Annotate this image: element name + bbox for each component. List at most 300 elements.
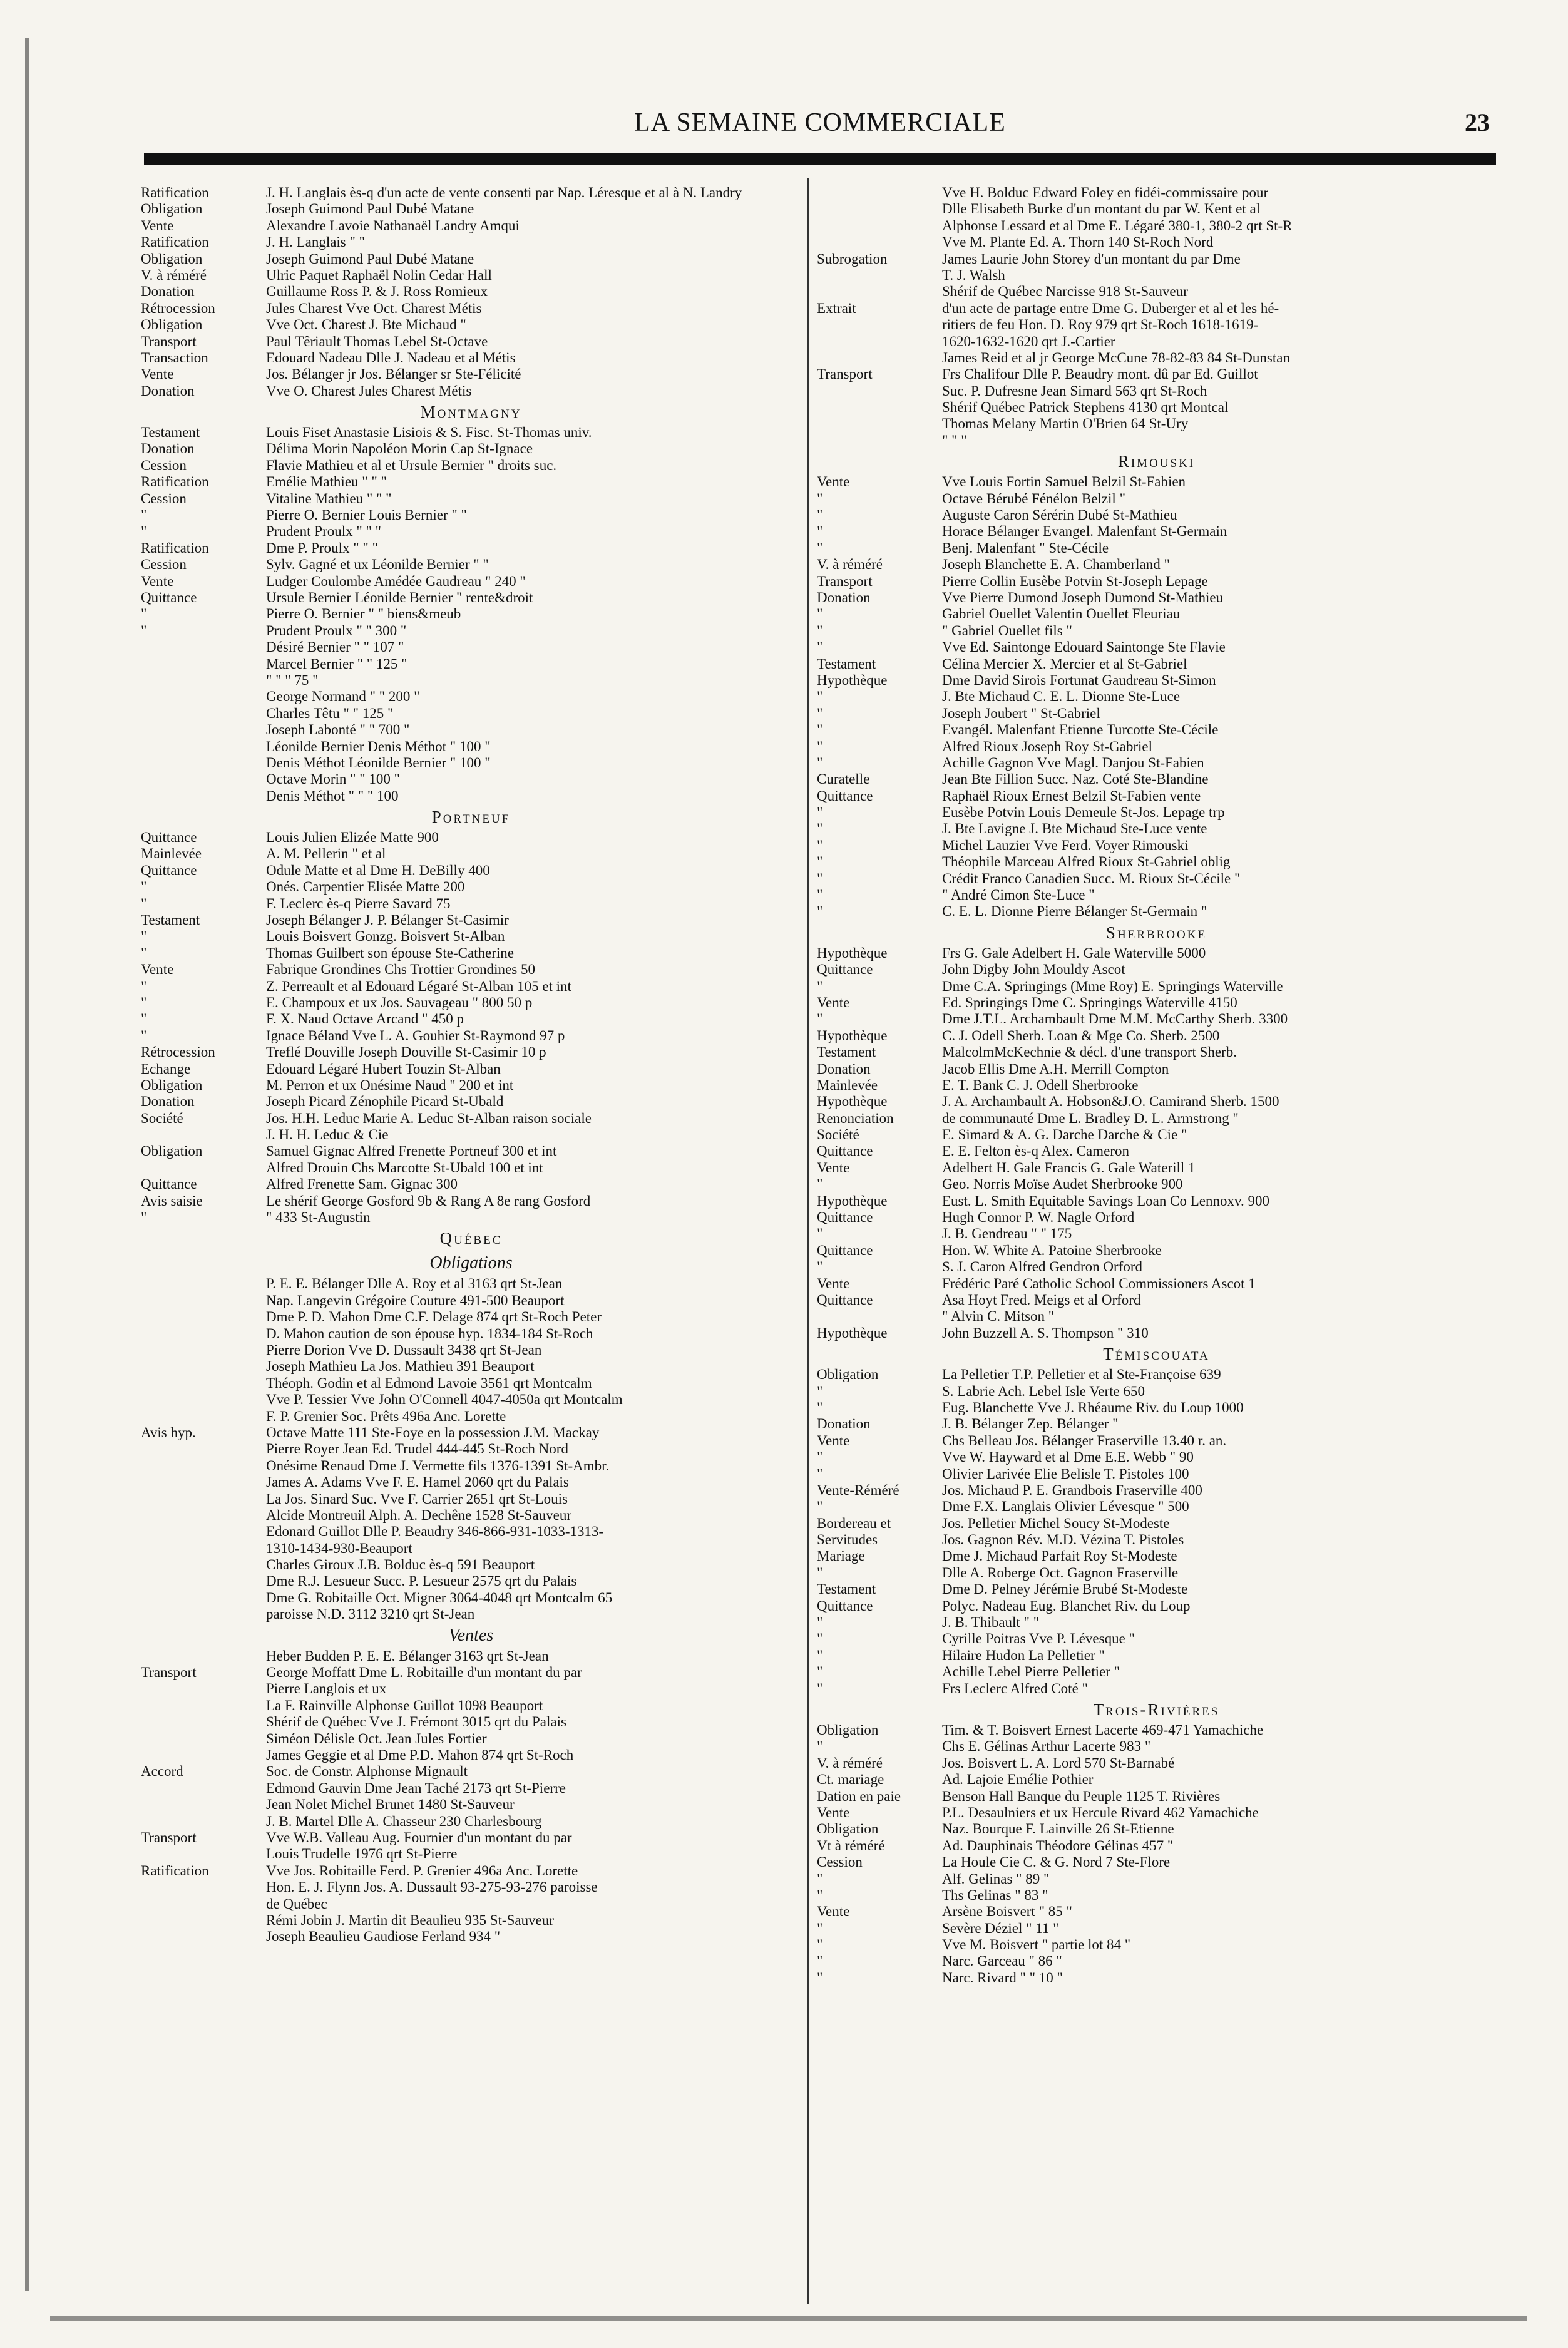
registry-entry	[141, 383, 801, 399]
registry-entry	[141, 1846, 801, 1862]
entry-details: Achille Gagnon Vve Magl. Danjou St-Fabien	[942, 754, 1204, 771]
section-heading: Témiscouata	[1103, 1345, 1210, 1364]
entry-details: Odule Matte et al Dme H. DeBilly 400	[266, 862, 490, 878]
entry-details: Dme P. Proulx " " "	[266, 540, 378, 556]
registry-entry	[141, 1929, 801, 1945]
entry-details: Raphaël Rioux Ernest Belzil St-Fabien vente	[942, 787, 1201, 804]
entry-details: Samuel Gignac Alfred Frenette Portneuf 300 et int	[266, 1143, 557, 1159]
entry-details: Chs Belleau Jos. Bélanger Fraserville 13.40 r. an.	[942, 1432, 1227, 1448]
entry-details: Alfred Drouin Chs Marcotte St-Ubald 100 et int	[266, 1159, 543, 1176]
transaction-type: Avis saisie	[141, 1192, 203, 1209]
transaction-type: Transport	[141, 1664, 197, 1681]
entry-details: Eusèbe Potvin Louis Demeule St-Jos. Lepage trp	[942, 804, 1225, 821]
entry-details: Octave Morin " " 100 "	[266, 771, 401, 787]
section-heading: Québec	[439, 1229, 503, 1248]
transaction-type: "	[817, 1647, 823, 1663]
transaction-type: "	[817, 978, 823, 994]
registry-entry	[141, 672, 801, 689]
registry-entry	[141, 1143, 801, 1159]
transaction-type: "	[817, 523, 823, 540]
entry-details: " 433 St-Augustin	[266, 1209, 371, 1226]
transaction-type: Rétrocession	[141, 1044, 215, 1060]
entry-details: Arsène Boisvert " 85 "	[942, 1904, 1072, 1920]
transaction-type: "	[817, 1499, 823, 1515]
entry-details: Joseph Joubert " St-Gabriel	[942, 705, 1100, 721]
registry-entry	[817, 1821, 1496, 1837]
registry-entry	[817, 1515, 1496, 1532]
registry-entry	[817, 1383, 1496, 1400]
registry-entry	[817, 1614, 1496, 1631]
registry-entry	[817, 1631, 1496, 1647]
scan-bottom-mark	[50, 2316, 1527, 2321]
registry-entry	[817, 284, 1496, 300]
transaction-type: Ratification	[141, 234, 209, 250]
entry-details: J. Bte Lavigne J. Bte Michaud Ste-Luce vente	[942, 821, 1207, 837]
entry-details: F. X. Naud Octave Arcand " 450 p	[266, 1011, 464, 1027]
transaction-type: Hypothèque	[817, 1094, 888, 1110]
entry-details: 1620-1632-1620 qrt J.-Cartier	[942, 333, 1115, 349]
transaction-type: "	[817, 1870, 823, 1887]
transaction-type: Bordereau et	[817, 1515, 891, 1531]
transaction-type: Vente	[817, 994, 850, 1010]
registry-entry	[817, 267, 1496, 284]
transaction-type: "	[817, 622, 823, 638]
transaction-type: Testament	[141, 424, 200, 441]
entry-details: Hilaire Hudon La Pelletier "	[942, 1647, 1105, 1663]
transaction-type: Hypothèque	[817, 945, 888, 961]
transaction-type: "	[141, 978, 147, 994]
entry-details: 1310-1434-930-Beauport	[266, 1540, 412, 1556]
registry-entry	[817, 821, 1496, 837]
registry-entry	[817, 854, 1496, 870]
entry-details: Pierre Dorion Vve D. Dussault 3438 qrt St-Jean	[266, 1342, 542, 1358]
entry-details: J. H. H. Leduc & Cie	[266, 1127, 389, 1143]
registry-entry	[817, 366, 1496, 382]
transaction-type: "	[141, 1027, 147, 1043]
registry-entry	[817, 573, 1496, 590]
entry-details: C. E. L. Dionne Pierre Bélanger St-Germain "	[942, 903, 1207, 920]
transaction-type: "	[817, 870, 823, 886]
transaction-type: Donation	[817, 1416, 871, 1432]
registry-entry	[141, 1813, 801, 1830]
registry-entry	[141, 334, 801, 350]
transaction-type: Quittance	[141, 829, 197, 846]
registry-entry	[141, 1780, 801, 1797]
transaction-type: Accord	[141, 1763, 183, 1780]
entry-details: Guillaume Ross P. & J. Ross Romieux	[266, 284, 488, 300]
registry-entry	[817, 1953, 1496, 1969]
registry-entry	[817, 1598, 1496, 1614]
registry-entry	[141, 424, 801, 441]
entry-details: J. B. Thibault " "	[942, 1614, 1040, 1631]
transaction-type: Vente	[817, 1432, 850, 1448]
registry-entry	[141, 1375, 801, 1392]
transaction-type: "	[817, 754, 823, 771]
registry-entry	[817, 350, 1496, 366]
transaction-type: Transport	[817, 366, 873, 382]
running-title: LA SEMAINE COMMERCIALE	[634, 108, 1006, 137]
transaction-type: Donation	[141, 284, 195, 300]
entry-details: Vve Louis Fortin Samuel Belzil St-Fabien	[942, 474, 1186, 490]
entry-details: Frs G. Gale Adelbert H. Gale Waterville 5000	[942, 945, 1206, 961]
transaction-type: Mainlevée	[141, 846, 202, 862]
transaction-type: "	[817, 804, 823, 821]
transaction-type: Hypothèque	[817, 1027, 888, 1043]
entry-details: Joseph Bélanger J. P. Bélanger St-Casimir	[266, 912, 509, 928]
transaction-type: "	[817, 490, 823, 506]
registry-entry	[817, 1449, 1496, 1465]
entry-details: Onésime Renaud Dme J. Vermette fils 1376-1391 St-Ambr.	[266, 1457, 610, 1474]
registry-entry	[817, 201, 1496, 217]
entry-details: Dme J.T.L. Archambault Dme M.M. McCarthy Sherb. 3300	[942, 1011, 1288, 1027]
transaction-type: Vente	[141, 961, 174, 978]
registry-entry	[817, 656, 1496, 672]
entry-details: Edonard Guillot Dlle P. Beaudry 346-866-931-1033-1313-	[266, 1524, 604, 1540]
transaction-type: "	[817, 1631, 823, 1647]
transaction-type: V. à réméré	[817, 1755, 883, 1771]
registry-entry	[817, 1325, 1496, 1341]
entry-details: Jos. H.H. Leduc Marie A. Leduc St-Alban raison sociale	[266, 1110, 592, 1126]
transaction-type: "	[817, 689, 823, 705]
entry-details: Denis Méthot " " " 100	[266, 787, 399, 804]
registry-entry	[817, 1648, 1496, 1664]
registry-entry	[817, 945, 1496, 961]
transaction-type: "	[141, 507, 147, 523]
entry-details: Benson Hall Banque du Peuple 1125 T. Rivières	[942, 1788, 1221, 1804]
registry-entry	[817, 1259, 1496, 1275]
entry-details: Adelbert H. Gale Francis G. Gale Waterill 1	[942, 1159, 1196, 1176]
entry-details: Jos. Pelletier Michel Soucy St-Modeste	[942, 1515, 1170, 1531]
entry-details: La Jos. Sinard Suc. Vve F. Carrier 2651 qrt St-Louis	[266, 1490, 568, 1507]
entry-details: Eug. Blanchette Vve J. Rhéaume Riv. du Loup 1000	[942, 1399, 1244, 1415]
registry-entry	[141, 1507, 801, 1524]
transaction-type: Obligation	[141, 250, 203, 267]
registry-entry	[141, 978, 801, 995]
transaction-type: V. à réméré	[141, 267, 207, 283]
entry-details: E. T. Bank C. J. Odell Sherbrooke	[942, 1077, 1139, 1093]
registry-entry	[141, 995, 801, 1011]
registry-entry	[141, 879, 801, 895]
registry-entry	[141, 623, 801, 639]
entry-details: Polyc. Nadeau Eug. Blanchet Riv. du Loup	[942, 1597, 1191, 1614]
entry-details: Ad. Lajoie Emélie Pothier	[942, 1771, 1094, 1788]
registry-entry	[141, 1110, 801, 1127]
transaction-type: Vente	[141, 573, 174, 589]
transaction-type: Donation	[817, 1060, 871, 1077]
transaction-type: Ct. mariage	[817, 1771, 884, 1788]
registry-entry	[817, 978, 1496, 995]
registry-entry	[817, 1176, 1496, 1192]
transaction-type: "	[817, 1011, 823, 1027]
registry-entry	[141, 1664, 801, 1681]
transaction-type: "	[817, 738, 823, 754]
entry-details: J. Bte Michaud C. E. L. Dionne Ste-Luce	[942, 689, 1181, 705]
transaction-type: "	[817, 887, 823, 903]
entry-details: Vve Oct. Charest J. Bte Michaud "	[266, 317, 466, 333]
left-column	[141, 185, 801, 2304]
registry-entry	[817, 491, 1496, 507]
registry-entry	[817, 1466, 1496, 1482]
entry-details: Dlle A. Roberge Oct. Gagnon Fraserville	[942, 1564, 1179, 1581]
entry-details: La F. Rainville Alphonse Guillot 1098 Beauport	[266, 1697, 543, 1713]
transaction-type: Obligation	[141, 201, 203, 217]
entry-details: D. Mahon caution de son épouse hyp. 1834-184 St-Roch	[266, 1325, 593, 1341]
entry-details: Vve Jos. Robitaille Ferd. P. Grenier 496a Anc. Lorette	[266, 1862, 578, 1879]
entry-details: Emélie Mathieu " " "	[266, 474, 387, 490]
entry-details: Onés. Carpentier Elisée Matte 200	[266, 879, 465, 895]
transaction-type: "	[817, 1564, 823, 1581]
entry-details: Soc. de Constr. Alphonse Mignault	[266, 1763, 468, 1780]
registry-entry	[141, 1879, 801, 1895]
registry-entry	[817, 1308, 1496, 1325]
registry-entry	[817, 871, 1496, 887]
transaction-type: Vente	[141, 366, 174, 382]
entry-details: Hon. E. J. Flynn Jos. A. Dussault 93-275-93-276 paroisse	[266, 1879, 598, 1895]
transaction-type: Obligation	[817, 1366, 879, 1383]
entry-details: Jules Charest Vve Oct. Charest Métis	[266, 300, 482, 316]
entry-details: Hon. W. White A. Patoine Sherbrooke	[942, 1242, 1162, 1258]
registry-entry	[141, 441, 801, 457]
registry-entry	[141, 540, 801, 556]
registry-entry	[817, 838, 1496, 854]
registry-entry	[817, 507, 1496, 523]
entry-details: Dme P. D. Mahon Dme C.F. Delage 874 qrt St-Roch Peter	[266, 1309, 602, 1325]
section-heading: Rimouski	[1117, 452, 1196, 471]
registry-entry	[817, 1920, 1496, 1937]
transaction-type: Testament	[141, 912, 200, 928]
entry-details: J. B. Martel Dlle A. Chasseur 230 Charlesbourg	[266, 1813, 542, 1829]
registry-entry	[141, 1458, 801, 1474]
transaction-type: Mariage	[817, 1548, 865, 1564]
registry-entry	[817, 540, 1496, 556]
registry-entry	[817, 334, 1496, 350]
entry-details: Louis Trudelle 1976 qrt St-Pierre	[266, 1846, 458, 1862]
transaction-type: Vente	[817, 1159, 850, 1176]
transaction-type: Transport	[141, 333, 197, 349]
registry-entry	[817, 1209, 1496, 1226]
entry-details: Louis Boisvert Gonzg. Boisvert St-Alban	[266, 928, 505, 945]
registry-entry	[817, 722, 1496, 738]
transaction-type: Transport	[817, 573, 873, 589]
transaction-type: Quittance	[141, 862, 197, 878]
transaction-type: Transport	[141, 1829, 197, 1845]
registry-entry	[141, 317, 801, 333]
transaction-type: Cession	[141, 556, 187, 573]
registry-entry	[817, 1499, 1496, 1515]
registry-entry	[817, 1788, 1496, 1805]
entry-details: Edouard Nadeau Dlle J. Nadeau et al Métis	[266, 349, 516, 366]
transaction-type: Cession	[141, 490, 187, 506]
registry-entry	[141, 218, 801, 234]
registry-entry	[141, 1094, 801, 1110]
transaction-type: "	[817, 1680, 823, 1696]
transaction-type: "	[817, 722, 823, 738]
transaction-type: Donation	[141, 1094, 195, 1110]
registry-entry	[817, 234, 1496, 250]
transaction-type: "	[817, 1920, 823, 1936]
registry-entry	[141, 1392, 801, 1408]
entry-details: Heber Budden P. E. E. Bélanger 3163 qrt St-Jean	[266, 1648, 549, 1664]
transaction-type: Obligation	[141, 1077, 203, 1093]
registry-entry	[817, 590, 1496, 606]
entry-details: Joseph Guimond Paul Dubé Matane	[266, 250, 474, 267]
registry-entry	[141, 928, 801, 945]
entry-details: Cyrille Poitras Vve P. Lévesque "	[942, 1631, 1135, 1647]
entry-details: George Moffatt Dme L. Robitaille d'un montant du par	[266, 1664, 582, 1681]
registry-entry	[141, 863, 801, 879]
transaction-type: Société	[141, 1110, 183, 1126]
registry-entry	[141, 846, 801, 862]
registry-entry	[141, 1912, 801, 1929]
entry-details: P.L. Desaulniers et ux Hercule Rivard 462 Yamachiche	[942, 1804, 1259, 1820]
registry-entry	[141, 1326, 801, 1342]
transaction-type: "	[817, 1465, 823, 1482]
registry-entry	[817, 556, 1496, 573]
transaction-type: Ratification	[141, 1862, 209, 1879]
registry-entry	[817, 1970, 1496, 1986]
registry-entry	[141, 1077, 801, 1094]
entry-details: Naz. Bourque F. Lainville 26 St-Etienne	[942, 1821, 1174, 1837]
entry-details: Jean Nolet Michel Brunet 1480 St-Sauveur	[266, 1797, 515, 1813]
entry-details: ritiers de feu Hon. D. Roy 979 qrt St-Roch 1618-1619-	[942, 317, 1259, 333]
entry-details: paroisse N.D. 3112 3210 qrt St-Jean	[266, 1606, 475, 1623]
entry-details: P. E. E. Bélanger Dlle A. Roy et al 3163 qrt St-Jean	[266, 1276, 563, 1292]
entry-details: James Reid et al jr George McCune 78-82-83 84 St-Dunstan	[942, 349, 1290, 366]
registry-entry	[141, 284, 801, 300]
registry-entry	[141, 350, 801, 366]
registry-entry	[141, 1648, 801, 1664]
registry-entry	[141, 829, 801, 846]
entry-details: Z. Perreault et al Edouard Légaré St-Alban 105 et int	[266, 978, 571, 994]
registry-entry	[141, 912, 801, 928]
registry-entry	[817, 1366, 1496, 1383]
registry-entry	[141, 1524, 801, 1540]
entry-details: F. Leclerc ès-q Pierre Savard 75	[266, 895, 451, 911]
registry-entry	[141, 1830, 801, 1846]
registry-entry	[817, 1854, 1496, 1870]
registry-entry	[141, 1797, 801, 1813]
registry-entry	[817, 1565, 1496, 1581]
entry-details: Frs Chalifour Dlle P. Beaudry mont. dû par Ed. Guillot	[942, 366, 1258, 382]
entry-details: Théophile Marceau Alfred Rioux St-Gabriel oblig	[942, 854, 1231, 870]
registry-entry	[141, 722, 801, 738]
entry-details: Dlle Elisabeth Burke d'un montant du par W. Kent et al	[942, 201, 1261, 217]
registry-entry	[817, 1771, 1496, 1788]
entry-details: A. M. Pellerin " et al	[266, 846, 386, 862]
registry-entry	[817, 1061, 1496, 1077]
registry-entry	[141, 300, 801, 317]
transaction-type: Quittance	[817, 1597, 873, 1614]
entry-details: Siméon Délisle Oct. Jean Jules Fortier	[266, 1730, 487, 1746]
registry-entry	[817, 1755, 1496, 1771]
page-number: 23	[1465, 108, 1490, 136]
transaction-type: Rétrocession	[141, 300, 215, 316]
registry-entry	[817, 317, 1496, 333]
entry-details: Asa Hoyt Fred. Meigs et al Orford	[942, 1292, 1141, 1308]
entry-details: Auguste Caron Sérérin Dubé St-Mathieu	[942, 507, 1177, 523]
registry-entry	[817, 1160, 1496, 1176]
entry-details: James Laurie John Storey d'un montant du par Dme	[942, 250, 1241, 267]
transaction-type: Testament	[817, 1581, 876, 1597]
transaction-type: Obligation	[141, 317, 203, 333]
registry-entry	[141, 1127, 801, 1143]
entry-details: Charles Giroux J.B. Bolduc ès-q 591 Beauport	[266, 1557, 535, 1573]
entry-details: Flavie Mathieu et al et Ursule Bernier " droits suc.	[266, 457, 557, 473]
entry-details: MalcolmMcKechnie & décl. d'une transport Sherb.	[942, 1044, 1237, 1060]
entry-details: Thomas Melany Martin O'Brien 64 St-Ury	[942, 416, 1189, 432]
registry-entry	[817, 903, 1496, 920]
transaction-type: Ratification	[141, 540, 209, 556]
entry-details: Louis Fiset Anastasie Lisiois & S. Fisc. St-Thomas univ.	[266, 424, 592, 441]
transaction-type: "	[817, 1953, 823, 1969]
registry-entry	[817, 1738, 1496, 1755]
entry-details: Octave Matte 111 Ste-Foye en la possession J.M. Mackay	[266, 1424, 600, 1440]
entry-details: Benj. Malenfant " Ste-Cécile	[942, 540, 1109, 556]
entry-details: Dme C.A. Springings (Mme Roy) E. Springings Waterville	[942, 978, 1283, 994]
entry-details: " Alvin C. Mitson "	[942, 1308, 1055, 1325]
transaction-type: Avis hyp.	[141, 1424, 196, 1440]
entry-details: Joseph Labonté " " 700 "	[266, 722, 410, 738]
transaction-type: Quittance	[141, 589, 197, 605]
registry-entry	[141, 1309, 801, 1325]
registry-entry	[817, 1664, 1496, 1680]
transaction-type: "	[817, 1738, 823, 1755]
entry-details: Dme D. Pelney Jérémie Brubé St-Modeste	[942, 1581, 1188, 1597]
registry-entry	[817, 1292, 1496, 1308]
scan-edge-mark	[25, 38, 29, 2291]
transaction-type: Vente-Réméré	[817, 1482, 899, 1498]
transaction-type: "	[817, 639, 823, 655]
registry-entry	[817, 1482, 1496, 1499]
registry-entry	[817, 1871, 1496, 1887]
entry-details: Ursule Bernier Léonilde Bernier " rente&droit	[266, 589, 533, 605]
entry-details: Dme David Sirois Fortunat Gaudreau St-Simon	[942, 672, 1216, 688]
entry-details: E. Simard & A. G. Darche Darche & Cie "	[942, 1127, 1187, 1143]
entry-details: La Houle Cie C. & G. Nord 7 Ste-Flore	[942, 1854, 1171, 1870]
transaction-type: Quittance	[817, 1209, 873, 1226]
entry-details: Vve H. Bolduc Edward Foley en fidéi-commissaire pour	[942, 185, 1269, 200]
registry-entry	[817, 606, 1496, 622]
entry-details: La Pelletier T.P. Pelletier et al Ste-Françoise 639	[942, 1366, 1221, 1383]
registry-entry	[817, 1416, 1496, 1432]
registry-entry	[141, 1293, 801, 1309]
registry-entry	[817, 1044, 1496, 1060]
page-header	[150, 94, 1490, 144]
registry-entry	[817, 739, 1496, 755]
registry-entry	[141, 1491, 801, 1507]
registry-entry	[817, 300, 1496, 317]
registry-entry	[817, 1400, 1496, 1416]
transaction-type: "	[141, 879, 147, 895]
entry-details: Edouard Légaré Hubert Touzin St-Alban	[266, 1060, 501, 1077]
entry-details: Narc. Garceau " 86 "	[942, 1953, 1062, 1969]
entry-details: Vve Ed. Saintonge Edouard Saintonge Ste Flavie	[942, 639, 1226, 655]
entry-details: " André Cimon Ste-Luce "	[942, 887, 1095, 903]
registry-entry	[141, 788, 801, 804]
transaction-type: Hypothèque	[817, 1192, 888, 1209]
entry-details: Célina Mercier X. Mercier et al St-Gabriel	[942, 655, 1187, 672]
transaction-type: Mainlevée	[817, 1077, 878, 1093]
right-column	[817, 185, 1496, 2304]
entry-details: Ths Gelinas " 83 "	[942, 1887, 1048, 1903]
entry-details: James Geggie et al Dme P.D. Mahon 874 qrt St-Roch	[266, 1746, 574, 1763]
entry-details: James A. Adams Vve F. E. Hamel 2060 qrt du Palais	[266, 1474, 569, 1490]
registry-entry	[141, 945, 801, 961]
section-heading: Portneuf	[431, 807, 511, 827]
transaction-type: "	[817, 606, 823, 622]
entry-details: Olivier Larivée Elie Belisle T. Pistoles 100	[942, 1465, 1189, 1482]
entry-details: J. B. Bélanger Zep. Bélanger "	[942, 1416, 1119, 1432]
